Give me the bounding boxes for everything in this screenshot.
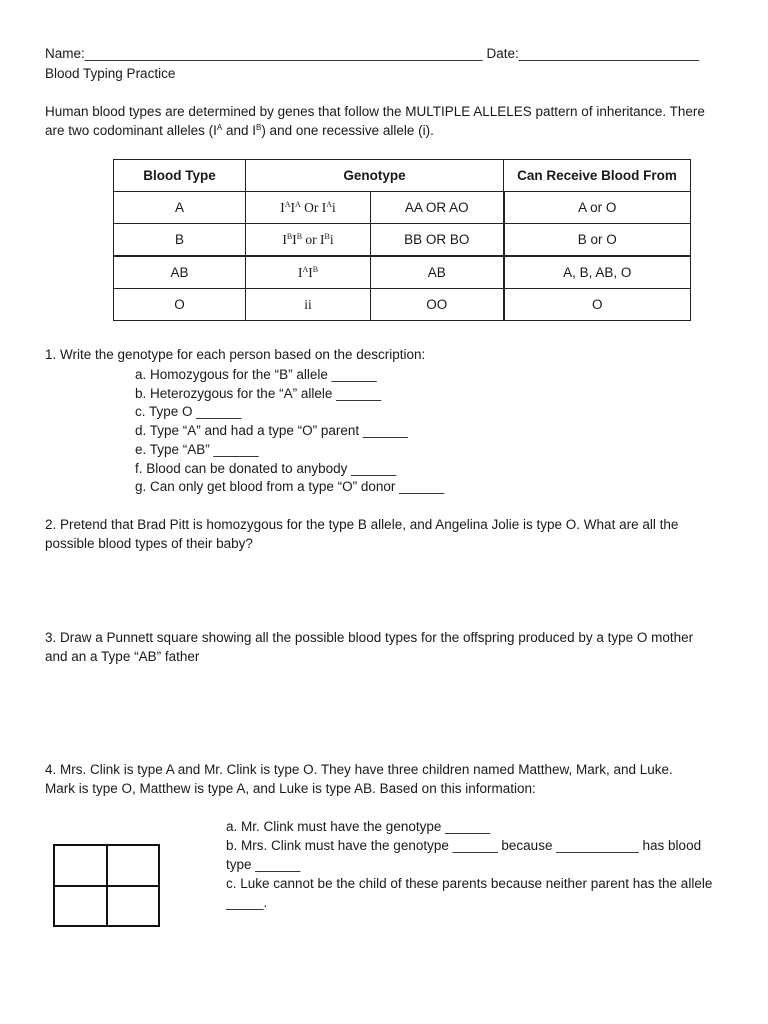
- cell-genotype-symbolic: $I^BI^B$ or $I^Bi$: [246, 224, 371, 257]
- cell-genotype-letters: AA OR AO: [371, 192, 504, 224]
- q4-items: [226, 817, 726, 912]
- intro-line-2b: and I: [222, 123, 256, 138]
- cell-blood-type: A: [114, 192, 246, 224]
- table-row: [114, 256, 691, 289]
- q3-line-2: and an a Type “AB” father: [45, 649, 200, 664]
- q2-line-1: 2. Pretend that Brad Pitt is homozygous for the type B allele, and Angelina Jolie is type O. What are all the: [45, 517, 679, 532]
- intro-line-1: Human blood types are determined by genes that follow the MULTIPLE ALLELES pattern of inheritance. There: [45, 104, 705, 119]
- q1-items: [135, 366, 444, 497]
- header-can-receive: Can Receive Blood From: [504, 160, 691, 192]
- cell-genotype-symbolic: $I^AI^B$: [246, 256, 371, 289]
- q4-item-a[interactable]: a. Mr. Clink must have the genotype ______: [226, 819, 491, 834]
- blood-type-table: [113, 159, 691, 321]
- intro-paragraph: [45, 102, 735, 140]
- cell-genotype-symbolic: ii: [246, 289, 371, 321]
- header-genotype: Genotype: [246, 160, 504, 192]
- q4-line-1: 4. Mrs. Clink is type A and Mr. Clink is type O. They have three children named Matthew, Mark, and Luke.: [45, 762, 673, 777]
- cell-blood-type: O: [114, 289, 246, 321]
- q4-text: [45, 760, 735, 798]
- cell-genotype-letters: AB: [371, 256, 504, 289]
- q1-item-g[interactable]: g. Can only get blood from a type “O” donor ______: [135, 479, 445, 495]
- page-title: Blood Typing Practice: [45, 66, 176, 81]
- table-header-row: [114, 160, 691, 192]
- q2-text: [45, 515, 735, 553]
- q4-item-b[interactable]: b. Mrs. Clink must have the genotype ______ because ___________ has blood type ______: [226, 838, 702, 872]
- q4-item-c[interactable]: c. Luke cannot be the child of these parents because neither parent has the allele _____.: [226, 876, 713, 910]
- q1-item-a[interactable]: a. Homozygous for the “B” allele ______: [135, 367, 377, 382]
- intro-sup-a: A: [216, 123, 223, 132]
- cell-genotype-letters: BB OR BO: [371, 224, 504, 257]
- cell-can-receive: B or O: [504, 224, 691, 257]
- table-row: [114, 224, 691, 257]
- cell-can-receive: A or O: [504, 192, 691, 224]
- cell-genotype-symbolic: $I^AI^A$ Or $I^Ai$: [246, 192, 371, 224]
- cell-genotype-letters: OO: [371, 289, 504, 321]
- intro-line-2a: are two codominant alleles (I: [45, 123, 217, 138]
- q3-text: [45, 628, 735, 666]
- punnett-horizontal-divider: [55, 885, 158, 887]
- cell-can-receive: O: [504, 289, 691, 321]
- table-row: [114, 289, 691, 321]
- cell-blood-type: AB: [114, 256, 246, 289]
- q1-item-d[interactable]: d. Type “A” and had a type “O” parent ______: [135, 423, 408, 439]
- cell-can-receive: A, B, AB, O: [504, 256, 691, 289]
- q2-line-2: possible blood types of their baby?: [45, 536, 253, 551]
- name-date-line[interactable]: Name:_____________________________________________________ Date:________________________: [45, 46, 699, 61]
- q1-prompt: 1. Write the genotype for each person based on the description:: [45, 347, 426, 362]
- q3-line-1: 3. Draw a Punnett square showing all the possible blood types for the offspring produced by a type O mother: [45, 630, 694, 645]
- q4-line-2: Mark is type O, Matthew is type A, and Luke is type AB. Based on this information:: [45, 781, 536, 796]
- table-row: [114, 192, 691, 224]
- cell-blood-type: B: [114, 224, 246, 257]
- q1-item-e[interactable]: e. Type “AB” ______: [135, 441, 259, 457]
- header-blood-type: Blood Type: [114, 160, 246, 192]
- q1-item-c[interactable]: c. Type O ______: [135, 404, 242, 420]
- q1-item-b[interactable]: b. Heterozygous for the “A” allele ______: [135, 385, 382, 401]
- punnett-square[interactable]: [53, 844, 160, 927]
- q1-item-f[interactable]: f. Blood can be donated to anybody ______: [135, 460, 397, 476]
- intro-sup-b: B: [255, 123, 262, 132]
- intro-line-2c: ) and one recessive allele (i).: [261, 123, 434, 138]
